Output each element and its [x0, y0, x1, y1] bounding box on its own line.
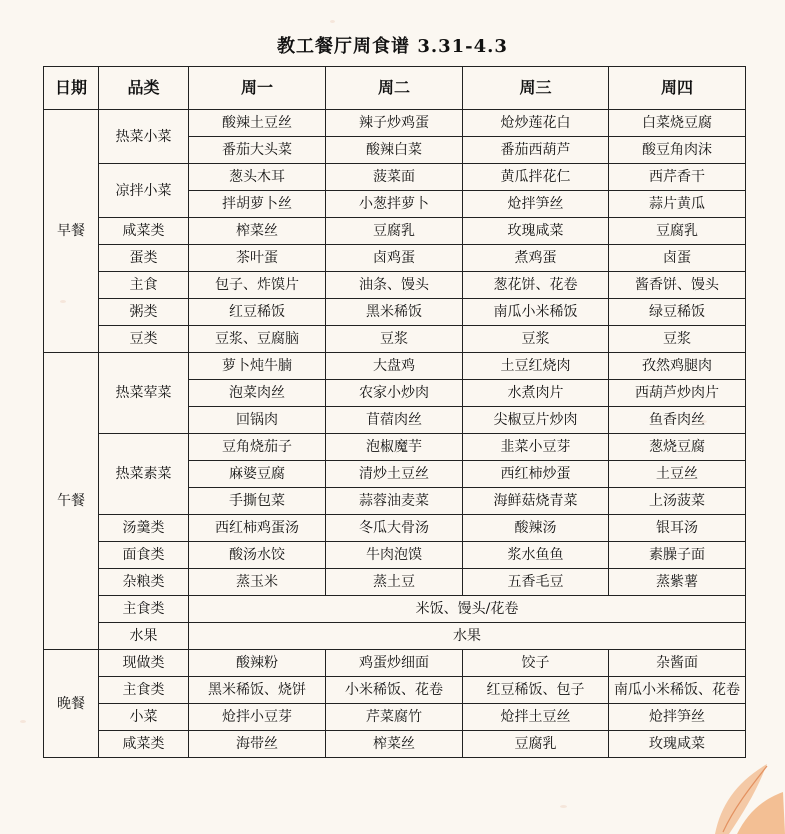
menu-cell: 小葱拌萝卜 — [326, 191, 463, 218]
table-row — [44, 434, 746, 461]
menu-cell: 炝炒莲花白 — [463, 110, 609, 137]
menu-cell: 蒸土豆 — [326, 569, 463, 596]
table-row — [44, 272, 746, 299]
menu-cell: 豆腐乳 — [463, 731, 609, 758]
category-label: 杂粮类 — [99, 569, 189, 596]
category-label: 豆类 — [99, 326, 189, 353]
category-label: 热菜小菜 — [99, 110, 189, 164]
menu-cell: 酱香饼、馒头 — [609, 272, 746, 299]
table-row — [44, 677, 746, 704]
menu-cell: 芹菜腐竹 — [326, 704, 463, 731]
menu-cell: 尖椒豆片炒肉 — [463, 407, 609, 434]
category-label: 蛋类 — [99, 245, 189, 272]
menu-cell: 黑米稀饭 — [326, 299, 463, 326]
header-monday: 周一 — [189, 67, 326, 110]
menu-cell: 大盘鸡 — [326, 353, 463, 380]
menu-cell: 杂酱面 — [609, 650, 746, 677]
menu-cell: 五香毛豆 — [463, 569, 609, 596]
menu-cell: 韭菜小豆芽 — [463, 434, 609, 461]
menu-cell: 葱烧豆腐 — [609, 434, 746, 461]
menu-cell: 水煮肉片 — [463, 380, 609, 407]
menu-cell: 银耳汤 — [609, 515, 746, 542]
menu-cell: 农家小炒肉 — [326, 380, 463, 407]
menu-cell: 豆浆、豆腐脑 — [189, 326, 326, 353]
table-row — [44, 110, 746, 137]
menu-cell: 葱头木耳 — [189, 164, 326, 191]
menu-cell: 蒸玉米 — [189, 569, 326, 596]
menu-cell: 土豆丝 — [609, 461, 746, 488]
menu-cell: 酸汤水饺 — [189, 542, 326, 569]
menu-cell: 酸辣土豆丝 — [189, 110, 326, 137]
menu-cell: 海鲜菇烧青菜 — [463, 488, 609, 515]
menu-cell: 海带丝 — [189, 731, 326, 758]
table-row — [44, 731, 746, 758]
menu-cell: 炝拌土豆丝 — [463, 704, 609, 731]
table-row — [44, 542, 746, 569]
menu-cell: 包子、炸馍片 — [189, 272, 326, 299]
menu-cell: 蒜片黄瓜 — [609, 191, 746, 218]
menu-cell: 豆浆 — [609, 326, 746, 353]
menu-cell: 红豆稀饭、包子 — [463, 677, 609, 704]
menu-cell: 玫瑰咸菜 — [609, 731, 746, 758]
table-row — [44, 623, 746, 650]
menu-cell: 煮鸡蛋 — [463, 245, 609, 272]
menu-cell: 炝拌小豆芽 — [189, 704, 326, 731]
menu-cell: 萝卜炖牛腩 — [189, 353, 326, 380]
menu-cell: 牛肉泡馍 — [326, 542, 463, 569]
menu-cell: 卤蛋 — [609, 245, 746, 272]
menu-cell: 菠菜面 — [326, 164, 463, 191]
menu-cell: 豆浆 — [326, 326, 463, 353]
menu-cell: 蒜蓉油麦菜 — [326, 488, 463, 515]
meal-label-dinner: 晚餐 — [44, 650, 99, 758]
table-row — [44, 650, 746, 677]
menu-cell: 鸡蛋炒细面 — [326, 650, 463, 677]
menu-cell: 炝拌笋丝 — [609, 704, 746, 731]
menu-cell: 油条、馒头 — [326, 272, 463, 299]
category-label: 小菜 — [99, 704, 189, 731]
paper-texture-speck — [560, 805, 567, 808]
menu-cell: 回锅肉 — [189, 407, 326, 434]
table-row — [44, 569, 746, 596]
table-row — [44, 164, 746, 191]
menu-cell: 豆浆 — [463, 326, 609, 353]
category-label: 主食类 — [99, 596, 189, 623]
header-date: 日期 — [44, 67, 99, 110]
menu-cell: 小米稀饭、花卷 — [326, 677, 463, 704]
category-label: 热菜素菜 — [99, 434, 189, 515]
table-row — [44, 596, 746, 623]
page-title: 教工餐厅周食谱 3.31-4.3 — [277, 36, 508, 57]
category-label: 热菜荤菜 — [99, 353, 189, 434]
meal-label-lunch: 午餐 — [44, 353, 99, 650]
menu-cell: 麻婆豆腐 — [189, 461, 326, 488]
header-wednesday: 周三 — [463, 67, 609, 110]
menu-cell: 黄瓜拌花仁 — [463, 164, 609, 191]
menu-cell: 素臊子面 — [609, 542, 746, 569]
menu-cell: 手撕包菜 — [189, 488, 326, 515]
menu-cell: 辣子炒鸡蛋 — [326, 110, 463, 137]
weekly-menu-table — [43, 66, 746, 758]
menu-cell: 绿豆稀饭 — [609, 299, 746, 326]
menu-cell: 酸辣粉 — [189, 650, 326, 677]
paper-texture-speck — [20, 720, 26, 723]
menu-cell: 玫瑰咸菜 — [463, 218, 609, 245]
menu-cell: 上汤菠菜 — [609, 488, 746, 515]
menu-cell: 土豆红烧肉 — [463, 353, 609, 380]
menu-cell: 葱花饼、花卷 — [463, 272, 609, 299]
table-row — [44, 326, 746, 353]
menu-cell: 西芹香干 — [609, 164, 746, 191]
category-label: 主食 — [99, 272, 189, 299]
menu-cell: 酸辣汤 — [463, 515, 609, 542]
category-label: 水果 — [99, 623, 189, 650]
table-row — [44, 353, 746, 380]
menu-cell: 西红柿鸡蛋汤 — [189, 515, 326, 542]
menu-cell: 酸豆角肉沫 — [609, 137, 746, 164]
menu-cell: 西葫芦炒肉片 — [609, 380, 746, 407]
menu-cell: 泡菜肉丝 — [189, 380, 326, 407]
category-label: 主食类 — [99, 677, 189, 704]
menu-cell: 番茄西葫芦 — [463, 137, 609, 164]
menu-cell: 豆腐乳 — [326, 218, 463, 245]
menu-cell: 榨菜丝 — [326, 731, 463, 758]
menu-cell: 饺子 — [463, 650, 609, 677]
menu-cell: 红豆稀饭 — [189, 299, 326, 326]
menu-cell: 浆水鱼鱼 — [463, 542, 609, 569]
table-row — [44, 515, 746, 542]
menu-cell: 白菜烧豆腐 — [609, 110, 746, 137]
menu-cell: 清炒土豆丝 — [326, 461, 463, 488]
menu-cell: 茶叶蛋 — [189, 245, 326, 272]
header-tuesday: 周二 — [326, 67, 463, 110]
header-category: 品类 — [99, 67, 189, 110]
table-header-row — [44, 67, 746, 110]
table-row — [44, 704, 746, 731]
category-label: 汤羹类 — [99, 515, 189, 542]
menu-cell: 西红柿炒蛋 — [463, 461, 609, 488]
header-thursday: 周四 — [609, 67, 746, 110]
menu-cell: 番茄大头菜 — [189, 137, 326, 164]
table-row — [44, 245, 746, 272]
menu-cell-merged: 米饭、馒头/花卷 — [189, 596, 746, 623]
menu-cell: 泡椒魔芋 — [326, 434, 463, 461]
menu-cell: 卤鸡蛋 — [326, 245, 463, 272]
menu-cell: 冬瓜大骨汤 — [326, 515, 463, 542]
category-label: 凉拌小菜 — [99, 164, 189, 218]
menu-cell: 孜然鸡腿肉 — [609, 353, 746, 380]
category-label: 现做类 — [99, 650, 189, 677]
category-label: 粥类 — [99, 299, 189, 326]
paper-texture-speck — [330, 20, 335, 23]
table-row — [44, 299, 746, 326]
menu-cell: 南瓜小米稀饭、花卷 — [609, 677, 746, 704]
meal-label-breakfast: 早餐 — [44, 110, 99, 353]
menu-cell: 黑米稀饭、烧饼 — [189, 677, 326, 704]
category-label: 咸菜类 — [99, 731, 189, 758]
menu-cell: 榨菜丝 — [189, 218, 326, 245]
category-label: 面食类 — [99, 542, 189, 569]
menu-cell: 苜蓿肉丝 — [326, 407, 463, 434]
menu-cell: 酸辣白菜 — [326, 137, 463, 164]
menu-cell: 拌胡萝卜丝 — [189, 191, 326, 218]
menu-cell: 鱼香肉丝 — [609, 407, 746, 434]
menu-cell: 豆腐乳 — [609, 218, 746, 245]
menu-cell: 炝拌笋丝 — [463, 191, 609, 218]
menu-cell: 蒸紫薯 — [609, 569, 746, 596]
table-row — [44, 218, 746, 245]
menu-cell: 南瓜小米稀饭 — [463, 299, 609, 326]
menu-cell-merged: 水果 — [189, 623, 746, 650]
menu-cell: 豆角烧茄子 — [189, 434, 326, 461]
category-label: 咸菜类 — [99, 218, 189, 245]
